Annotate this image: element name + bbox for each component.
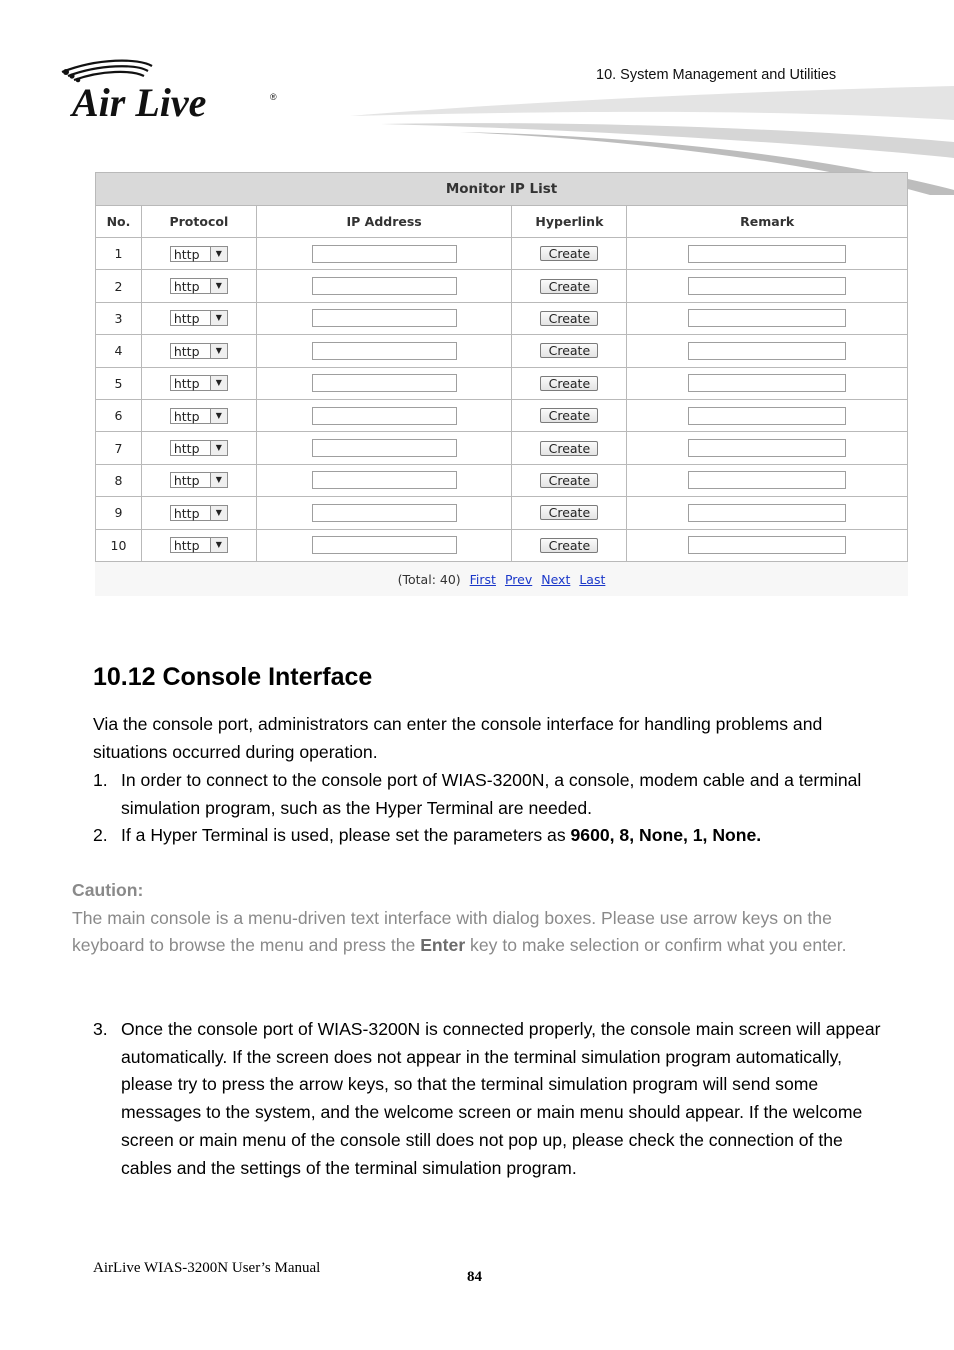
table-row <box>96 238 908 270</box>
ip-cell <box>256 335 512 367</box>
remark-cell <box>627 464 908 496</box>
protocol-value: http <box>173 505 200 521</box>
protocol-value: http <box>173 279 200 295</box>
protocol-value: http <box>173 538 200 554</box>
ip-cell <box>256 367 512 399</box>
protocol-value: http <box>173 311 200 327</box>
protocol-select[interactable] <box>170 278 228 294</box>
remark-cell <box>627 432 908 464</box>
protocol-select[interactable] <box>170 537 228 553</box>
list-number: 1. <box>93 770 108 790</box>
remark-cell <box>627 335 908 367</box>
row-number: 3 <box>96 302 142 334</box>
caution-label: Caution: <box>72 880 144 900</box>
remark-cell <box>627 302 908 334</box>
protocol-cell <box>141 335 256 367</box>
column-header: IP Address <box>256 206 512 238</box>
list-item <box>93 1016 883 1182</box>
table-row <box>96 497 908 529</box>
protocol-cell <box>141 399 256 431</box>
protocol-select[interactable] <box>170 505 228 521</box>
hyperlink-cell <box>512 497 627 529</box>
column-header: Protocol <box>141 206 256 238</box>
remark-cell <box>627 270 908 302</box>
protocol-value: http <box>173 246 200 262</box>
table-row <box>96 270 908 302</box>
svg-text:®: ® <box>270 92 277 102</box>
remark-input[interactable] <box>688 342 846 360</box>
footer-manual-title: AirLive WIAS-3200N User’s Manual <box>93 1260 321 1276</box>
dropdown-arrow-icon: ▼ <box>210 247 227 261</box>
protocol-value: http <box>173 408 200 424</box>
dropdown-arrow-icon: ▼ <box>210 279 227 293</box>
create-button[interactable]: Create <box>540 376 598 391</box>
ip-cell <box>256 399 512 431</box>
remark-input[interactable] <box>688 504 846 522</box>
hyperlink-cell <box>512 270 627 302</box>
row-number: 6 <box>96 399 142 431</box>
create-button[interactable]: Create <box>540 279 598 294</box>
ip-address-input[interactable] <box>312 245 457 263</box>
create-button[interactable]: Create <box>540 343 598 358</box>
protocol-select[interactable] <box>170 246 228 262</box>
hyperlink-cell <box>512 335 627 367</box>
protocol-cell <box>141 302 256 334</box>
chapter-header: 10. System Management and Utilities <box>596 67 837 83</box>
table-row <box>96 399 908 431</box>
protocol-cell <box>141 497 256 529</box>
ip-address-input[interactable] <box>312 471 457 489</box>
protocol-value: http <box>173 376 200 392</box>
protocol-select[interactable] <box>170 440 228 456</box>
serial-parameters: 9600, 8, None, 1, None. <box>570 825 762 845</box>
prev-link[interactable]: Prev <box>504 571 533 587</box>
column-header: Remark <box>627 206 908 238</box>
dropdown-arrow-icon: ▼ <box>210 506 227 520</box>
remark-input[interactable] <box>688 309 846 327</box>
protocol-value: http <box>173 441 200 457</box>
dropdown-arrow-icon: ▼ <box>210 344 227 358</box>
ip-address-input[interactable] <box>312 374 457 392</box>
protocol-select[interactable] <box>170 408 228 424</box>
ip-address-input[interactable] <box>312 407 457 425</box>
ip-address-input[interactable] <box>312 277 457 295</box>
protocol-value: http <box>173 473 200 489</box>
enter-key-label: Enter <box>420 935 466 956</box>
table-row <box>96 432 908 464</box>
remark-cell <box>627 238 908 270</box>
row-number: 2 <box>96 270 142 302</box>
remark-input[interactable] <box>688 277 846 295</box>
remark-cell <box>627 399 908 431</box>
remark-cell <box>627 367 908 399</box>
row-number: 8 <box>96 464 142 496</box>
section-title: 10.12 Console Interface <box>93 663 373 691</box>
remark-input[interactable] <box>688 407 846 425</box>
dropdown-arrow-icon: ▼ <box>210 538 227 552</box>
create-button[interactable]: Create <box>540 505 598 520</box>
remark-input[interactable] <box>688 471 846 489</box>
caution-note <box>72 877 892 960</box>
row-number: 9 <box>96 497 142 529</box>
protocol-cell <box>141 238 256 270</box>
table-row <box>96 529 908 561</box>
table-row <box>96 335 908 367</box>
list-item <box>93 822 883 850</box>
create-button[interactable]: Create <box>540 311 598 326</box>
remark-cell <box>627 529 908 561</box>
table-row <box>96 367 908 399</box>
ip-cell <box>256 529 512 561</box>
row-number: 4 <box>96 335 142 367</box>
list-text: In order to connect to the console port of WIAS-3200N, a console, modem cable and a terminal simulation program, such as the Hyper Terminal are needed. <box>121 770 862 818</box>
total-count: (Total: 40) <box>397 571 461 587</box>
svg-text:Air Live: Air Live <box>72 80 207 125</box>
table-header-row <box>96 206 908 238</box>
ip-cell <box>256 432 512 464</box>
hyperlink-cell <box>512 399 627 431</box>
hyperlink-cell <box>512 464 627 496</box>
ip-cell <box>256 270 512 302</box>
remark-input[interactable] <box>688 536 846 554</box>
dropdown-arrow-icon: ▼ <box>210 473 227 487</box>
row-number: 1 <box>96 238 142 270</box>
pager <box>95 572 908 587</box>
hyperlink-cell <box>512 302 627 334</box>
protocol-select[interactable] <box>170 310 228 326</box>
protocol-select[interactable] <box>170 472 228 488</box>
list-number: 2. <box>93 825 108 845</box>
protocol-select[interactable] <box>170 343 228 359</box>
dropdown-arrow-icon: ▼ <box>210 409 227 423</box>
monitor-ip-list-screenshot <box>95 172 908 587</box>
hyperlink-cell <box>512 238 627 270</box>
remark-cell <box>627 497 908 529</box>
caution-text-end: key to make selection or confirm what you enter. <box>465 935 847 956</box>
dropdown-arrow-icon: ▼ <box>210 441 227 455</box>
row-number: 5 <box>96 367 142 399</box>
ip-address-input[interactable] <box>312 342 457 360</box>
create-button[interactable]: Create <box>540 246 598 261</box>
remark-input[interactable] <box>688 245 846 263</box>
list-item <box>93 767 883 822</box>
table-row <box>96 464 908 496</box>
first-link[interactable]: First <box>469 571 496 587</box>
airlive-logo <box>58 58 288 128</box>
create-button[interactable]: Create <box>540 408 598 423</box>
row-number: 7 <box>96 432 142 464</box>
caution-text: The main console is a menu-driven text interface with dialog boxes. Please use arrow keys on the keyboard to browse the menu and press the <box>72 907 832 956</box>
create-button[interactable]: Create <box>540 538 598 553</box>
protocol-value: http <box>173 343 200 359</box>
list-number: 3. <box>93 1019 108 1039</box>
protocol-cell <box>141 432 256 464</box>
ip-cell <box>256 464 512 496</box>
ip-cell <box>256 302 512 334</box>
ip-cell <box>256 497 512 529</box>
create-button[interactable]: Create <box>540 441 598 456</box>
column-header: Hyperlink <box>512 206 627 238</box>
dropdown-arrow-icon: ▼ <box>210 311 227 325</box>
create-button[interactable]: Create <box>540 473 598 488</box>
protocol-cell <box>141 367 256 399</box>
ip-cell <box>256 238 512 270</box>
column-header: No. <box>96 206 142 238</box>
row-number: 10 <box>96 529 142 561</box>
remark-input[interactable] <box>688 374 846 392</box>
remark-input[interactable] <box>688 439 846 457</box>
page-number: 84 <box>467 1269 482 1285</box>
list-text-plain: If a Hyper Terminal is used, please set the parameters as <box>121 825 571 845</box>
intro-paragraph: Via the console port, administrators can enter the console interface for handling problems and situations occurred during operation. <box>93 714 823 762</box>
list-text <box>121 822 883 850</box>
table-title: Monitor IP List <box>96 173 908 206</box>
next-link[interactable]: Next <box>541 571 571 587</box>
protocol-cell <box>141 529 256 561</box>
monitor-ip-table <box>95 172 908 562</box>
dropdown-arrow-icon: ▼ <box>210 376 227 390</box>
hyperlink-cell <box>512 529 627 561</box>
protocol-cell <box>141 464 256 496</box>
protocol-cell <box>141 270 256 302</box>
hyperlink-cell <box>512 432 627 464</box>
last-link[interactable]: Last <box>579 571 606 587</box>
protocol-select[interactable] <box>170 375 228 391</box>
ip-address-input[interactable] <box>312 504 457 522</box>
ip-address-input[interactable] <box>312 536 457 554</box>
table-row <box>96 302 908 334</box>
ip-address-input[interactable] <box>312 439 457 457</box>
list-text: Once the console port of WIAS-3200N is connected properly, the console main screen will appear automatically. If the screen does not appear in the terminal simulation program automatically, please try to press the arrow keys, so that the terminal simulation program will send some messages to the system, and the welcome screen or main menu should appear. If the welcome screen or main menu of the console still does not pop up, please check the connection of the cables and the settings of the terminal simulation program. <box>121 1019 881 1178</box>
ip-address-input[interactable] <box>312 309 457 327</box>
hyperlink-cell <box>512 367 627 399</box>
